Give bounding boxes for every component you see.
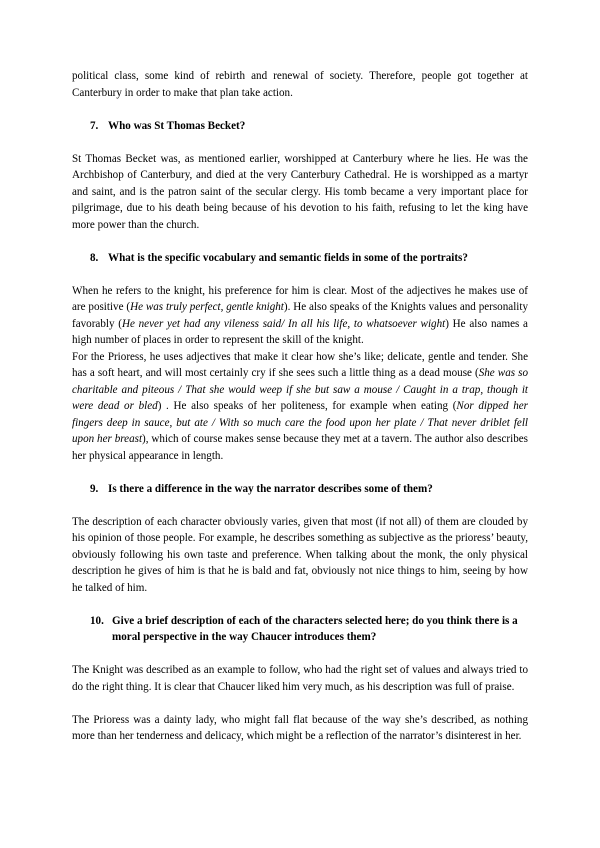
quote: He was truly perfect, gentle knight [130,301,284,313]
section-title: What is the specific vocabulary and semantic fields in some of the portraits? [108,251,468,264]
quote: Nor dipped her fingers deep in sauce, but ate / With so much care the food upon her plate / That never driblet fell upon her breast [72,400,528,445]
section-7-paragraph: St Thomas Becket was, as mentioned earlier, worshipped at Canterbury where he lies. He was the Archbishop of Canterbury, and died at the very Canterbury Cathedral. He is worshipped as a martyr and saint, and is the patron saint of the secular clergy. His tomb became a very important place for pilgrimage, due to his death being because of his devotion to his faith, refusing to let the king have more power than the church. [72,152,528,231]
section-number: 10. [90,614,104,627]
section-8-paragraph-knight [72,283,528,349]
section-number: 7. [90,119,99,132]
section-8-heading [72,250,528,267]
text-run: ) He also names a high number of places in order to represent the skill of the knight. [72,317,528,346]
section-10-paragraph-knight: The Knight was described as an example to follow, who had the right set of values and always tried to do the right thing. It is clear that Chaucer liked him very much, as his description was full of praise. [72,664,528,693]
section-10-paragraph-prioress: The Prioress was a dainty lady, who might fall flat because of the way she’s described, as nothing more than her tenderness and delicacy, which might be a reflection of the narrator’s disinterest in her. [72,713,528,742]
quote: She was so charitable and piteous / That she would weep if she but saw a mouse / Caught in a trap, though it were dead or bled [72,367,528,412]
intro-paragraph: political class, some kind of rebirth and renewal of society. Therefore, people got together at Canterbury in order to make that plan take action. [72,70,528,99]
text-run: ) . He also speaks of her politeness, for example when eating ( [157,400,457,412]
text-run: ), which of course makes sense because they met at a tavern. The author also describes her physical appearance in length. [72,433,528,462]
text-run: When he refers to the knight, his preference for him is clear. Most of the adjectives he makes use of are positive ( [72,284,528,313]
section-title: Give a brief description of each of the characters selected here; do you think there is a moral perspective in the way Chaucer introduces them? [112,614,518,643]
quote: He never yet had any vileness said/ In all his life, to whatsoever wight [121,317,446,330]
text-run: ). He also speaks of the Knights values and personality favorably ( [72,301,528,330]
section-title: Is there a difference in the way the narrator describes some of them? [108,482,433,495]
section-9-heading [72,481,528,498]
section-8-paragraph-prioress [72,349,528,465]
section-7-heading [72,118,528,135]
document-body [72,68,528,745]
section-number: 8. [90,251,99,264]
section-title: Who was St Thomas Becket? [108,119,246,132]
section-9-paragraph: The description of each character obviously varies, given that most (if not all) of them are clouded by his opinion of those people. For example, he describes something as subjective as the prioress’ beauty, obviously following his own taste and preference. When talking about the monk, the only physical description he gives of him is that he is bald and fat, obviously not nice things to him, seeing by how he talked of him. [72,515,528,594]
text-run: For the Prioress, he uses adjectives that make it clear how she’s like; delicate, gentle and tender. She has a soft heart, and will most certainly cry if she sees such a little thing as a dead mouse ( [72,350,528,379]
section-10-heading [72,613,528,646]
section-number: 9. [90,482,99,495]
